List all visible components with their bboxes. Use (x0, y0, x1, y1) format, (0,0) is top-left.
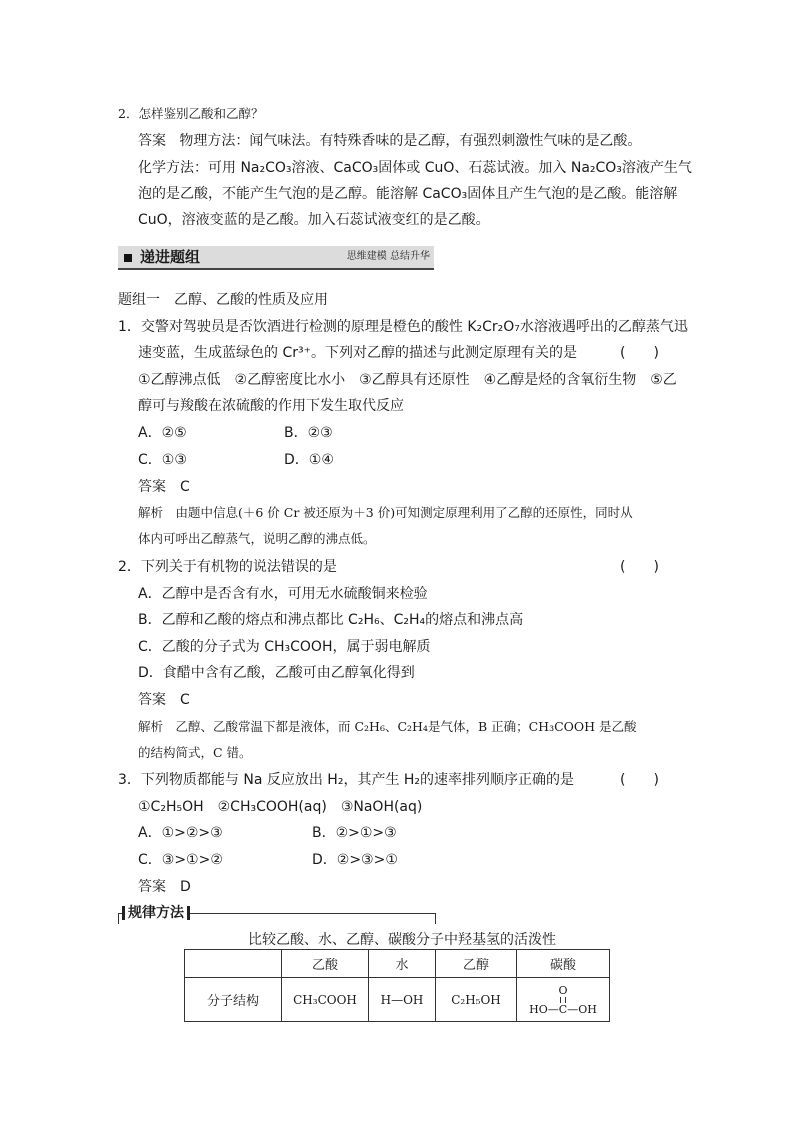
intro-line: CuO，溶液变蓝的是乙酸。加入石蕊试液变红的是乙酸。 (138, 212, 490, 228)
p1-line: ①乙醇沸点低 ②乙醇密度比水小 ③乙醇具有还原性 ④乙醇是烃的含氧衍生物 ⑤乙 (138, 372, 677, 388)
p3-option-d: D．②>③>① (312, 852, 398, 868)
p2-explain: 解析 乙醇、乙酸常温下都是液体，而 C₂H₆、C₂H₄是气体，B 正确；CH₃COOH 是乙酸 (138, 719, 637, 734)
p1-bracket: ( ) (620, 345, 659, 361)
p2-option-a: A．乙醇中是否含有水，可用无水硫酸铜来检验 (138, 586, 428, 602)
carbonic-top: O (558, 983, 568, 997)
p2-option-b: B．乙醇和乙酸的熔点和沸点都比 C₂H₆、C₂H₄的熔点和沸点高 (138, 612, 524, 628)
p3-option-c: C．③>①>② (138, 852, 223, 868)
law-title (124, 903, 188, 923)
intro-line: 泡的是乙酸，不能产生气泡的是乙醇。能溶解 CaCO₃固体且产生气泡的是乙酸。能溶解 (138, 186, 678, 202)
table-cell: H—OH (369, 978, 436, 1022)
p1-line: 1．交警对驾驶员是否饮酒进行检测的原理是橙色的酸性 K₂Cr₂O₇水溶液遇呼出的乙醇蒸气迅 (118, 319, 688, 335)
p3-bracket: ( ) (620, 772, 659, 788)
carbonic-bottom: HO—C—OH (529, 1002, 597, 1016)
intro-question: 2．怎样鉴别乙酸和乙醇？ (118, 106, 264, 121)
p1-line: 速变蓝，生成蓝绿色的 Cr³⁺。下列对乙醇的描述与此测定原理有关的是 (138, 345, 577, 361)
p1-explain: 体内可呼出乙醇蒸气，说明乙醇的沸点低。 (138, 531, 376, 546)
p3-option-a: A．①>②>③ (138, 825, 223, 841)
table-caption: 比较乙酸、水、乙醇、碳酸分子中羟基氢的活泼性 (248, 932, 556, 948)
p1-option-d: D．①④ (284, 452, 334, 468)
header-cell (185, 950, 282, 978)
comparison-table (184, 949, 610, 1022)
intro-answer (138, 131, 641, 151)
section-banner (118, 246, 434, 270)
table-cell: C₂H₅OH (436, 978, 517, 1022)
law-method-box (118, 903, 434, 923)
carbonic-structure (517, 978, 610, 1022)
bar-icon (187, 906, 190, 920)
header-cell: 乙酸 (282, 950, 369, 978)
p1-option-b: B．②③ (284, 425, 333, 441)
p2-explain: 的结构简式，C 错。 (138, 745, 252, 760)
table-row (185, 978, 610, 1022)
banner-title: 递进题组 (140, 248, 201, 266)
p1-answer: 答案 C (138, 479, 190, 495)
header-cell: 碳酸 (517, 950, 610, 978)
p1-explain: 解析 由题中信息(＋6 价 Cr 被还原为＋3 价)可知测定原理利用了乙醇的还原性，同时从 (138, 505, 633, 520)
intro-line: 化学方法：可用 Na₂CO₃溶液、CaCO₃固体或 CuO、石蕊试液。加入 Na₂CO₃溶液产生气 (138, 160, 692, 176)
p1-option-a: A．②⑤ (138, 425, 187, 441)
row-label: 分子结构 (185, 978, 282, 1022)
p3-line: 3．下列物质都能与 Na 反应放出 H₂，其产生 H₂的速率排列顺序正确的是 (118, 772, 575, 788)
p3-line: ①C₂H₅OH ②CH₃COOH(aq) ③NaOH(aq) (138, 799, 423, 815)
p1-line: 醇可与羧酸在浓硫酸的作用下发生取代反应 (138, 398, 404, 414)
header-cell: 水 (369, 950, 436, 978)
p2-answer: 答案 C (138, 692, 190, 708)
p1-option-c: C．①③ (138, 452, 187, 468)
answer-label: 答案 (138, 133, 166, 149)
banner-subtitle: 思维建模 总结升华 (346, 251, 430, 262)
bar-icon (122, 906, 125, 920)
law-title-text: 规律方法 (128, 905, 184, 921)
p3-option-b: B．②>①>③ (312, 825, 397, 841)
table-cell: CH₃COOH (282, 978, 369, 1022)
p3-answer: 答案 D (138, 879, 191, 895)
square-icon (124, 254, 132, 262)
group-title: 题组一 乙醇、乙酸的性质及应用 (118, 292, 328, 308)
answer-text: 物理方法：闻气味法。有特殊香味的是乙醇，有强烈刺激性气味的是乙酸。 (179, 133, 642, 149)
p2-line: 2．下列关于有机物的说法错误的是 (118, 559, 337, 575)
header-cell: 乙醇 (436, 950, 517, 978)
table-header-row (185, 950, 610, 978)
p2-option-c: C．乙酸的分子式为 CH₃COOH，属于弱电解质 (138, 639, 431, 655)
p2-bracket: ( ) (620, 559, 659, 575)
p2-option-d: D．食醋中含有乙酸，乙酸可由乙醇氧化得到 (138, 665, 415, 681)
